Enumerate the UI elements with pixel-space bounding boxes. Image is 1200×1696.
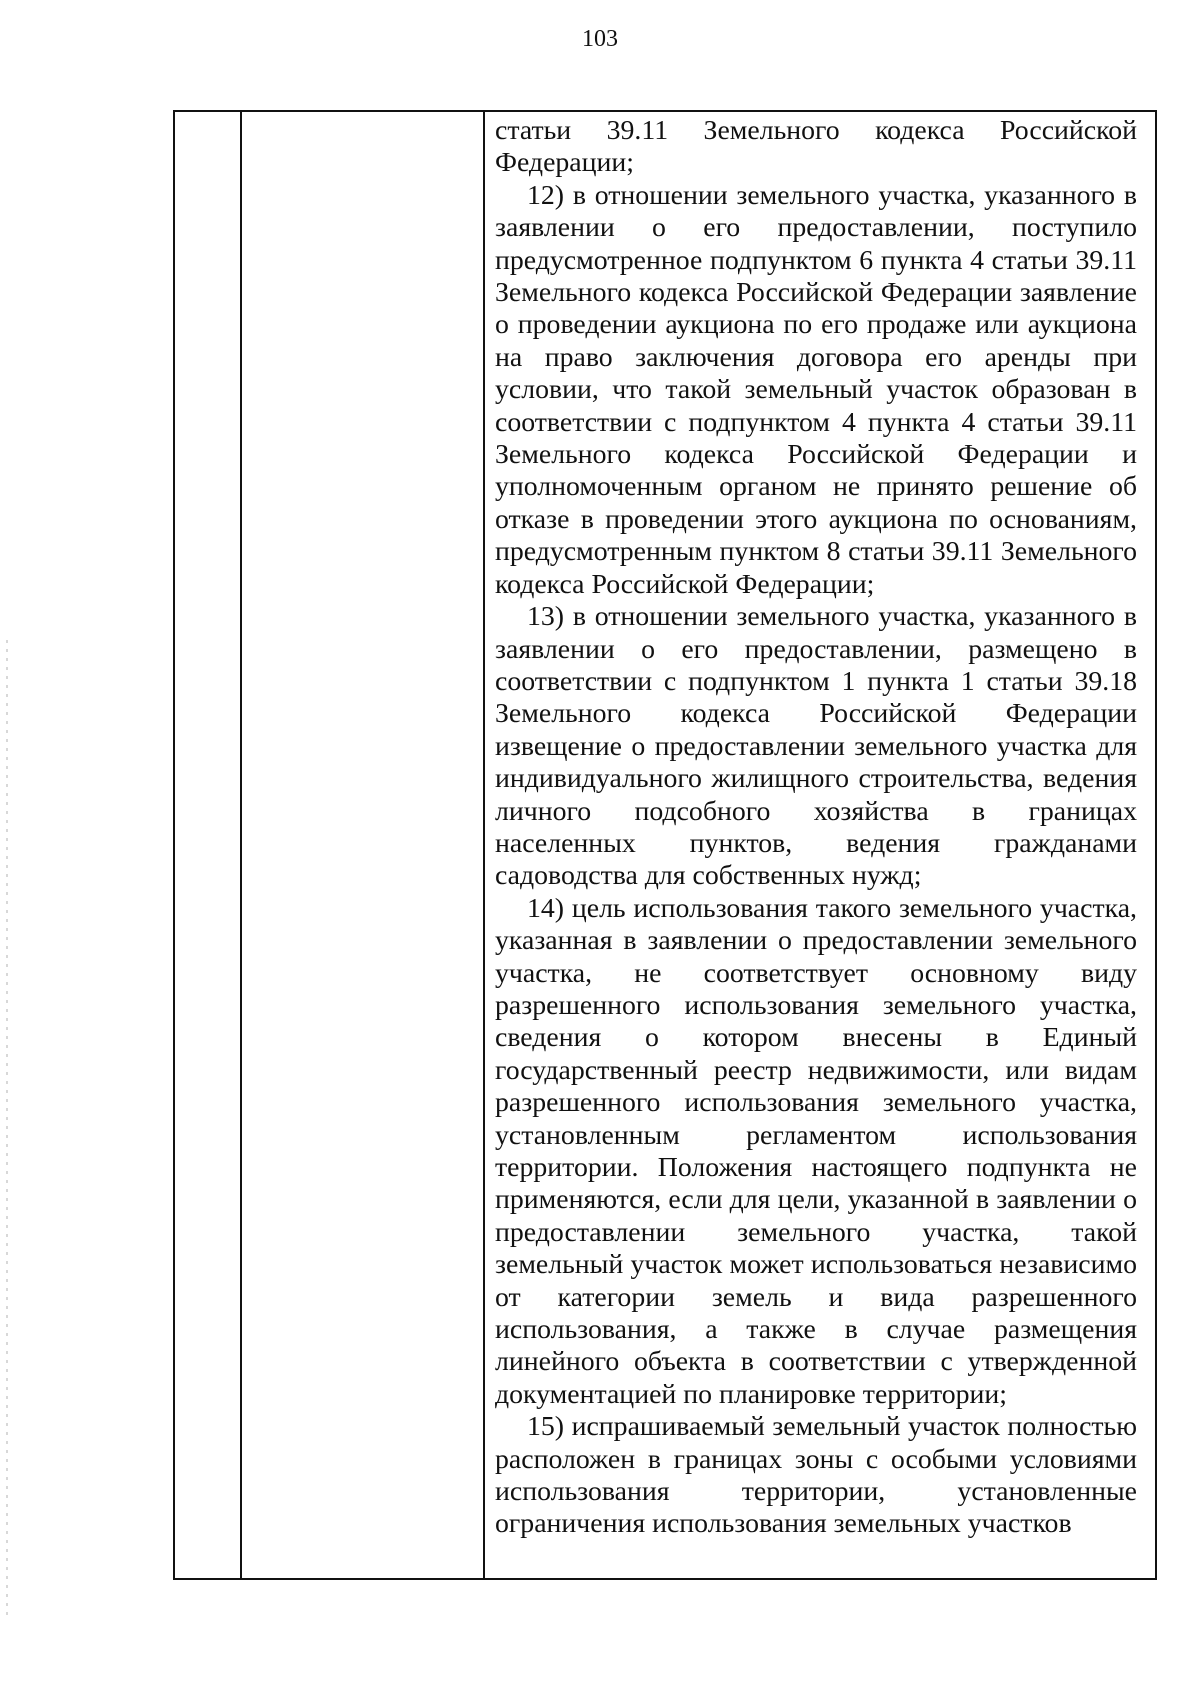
paragraph-item-14: 14) цель использования такого земельного участка, указанная в заявлении о предоставлении земельного участка, не соответствует основному виду разрешенного использования земельного участка, сведения о котором внесены в Единый государственный реестр недвижимости, или видам разрешенного использования земельного участка, установленным регламентом использования территории. Положения настоящего подпункта не применяются, если для цели, указанной в заявлении о предоставлении земельного участка, такой земельный участок может использоваться независимо от категории земель и вида разрешенного использования, а также в случае размещения линейного объекта в соответствии с утвержденной документацией по планировке территории; [495,892,1137,1410]
page-number: 103 [582,26,618,52]
column-divider-2 [483,112,485,1578]
paragraph-continuation: статьи 39.11 Земельного кодекса Российской Федерации; [495,115,1137,179]
column-divider-1 [240,112,242,1578]
document-table [173,110,1157,1580]
scan-edge-marks [6,640,8,1620]
paragraph-item-15: 15) испрашиваемый земельный участок полностью расположен в границах зоны с особыми условиями использования территории, установленные ограничения использования земельных участков [495,1411,1137,1540]
table-text-cell [495,115,1137,1541]
paragraph-item-12: 12) в отношении земельного участка, указанного в заявлении о его предоставлении, поступило предусмотренное подпунктом 6 пункта 4 статьи 39.11 Земельного кодекса Российской Федерации заявление о проведении аукциона по его продаже или аукциона на право заключения договора его аренды при условии, что такой земельный участок образован в соответствии с подпунктом 4 пункта 4 статьи 39.11 Земельного кодекса Российской Федерации и уполномоченным органом не принято решение об отказе в проведении этого аукциона по основаниям, предусмотренным пунктом 8 статьи 39.11 Земельного кодекса Российской Федерации; [495,179,1137,600]
paragraph-item-13: 13) в отношении земельного участка, указанного в заявлении о его предоставлении, размещено в соответствии с подпунктом 1 пункта 1 статьи 39.18 Земельного кодекса Российской Федерации извещение о предоставлении земельного участка для индивидуального жилищного строительства, ведения личного подсобного хозяйства в границах населенных пунктов, ведения гражданами садоводства для собственных нужд; [495,601,1137,892]
